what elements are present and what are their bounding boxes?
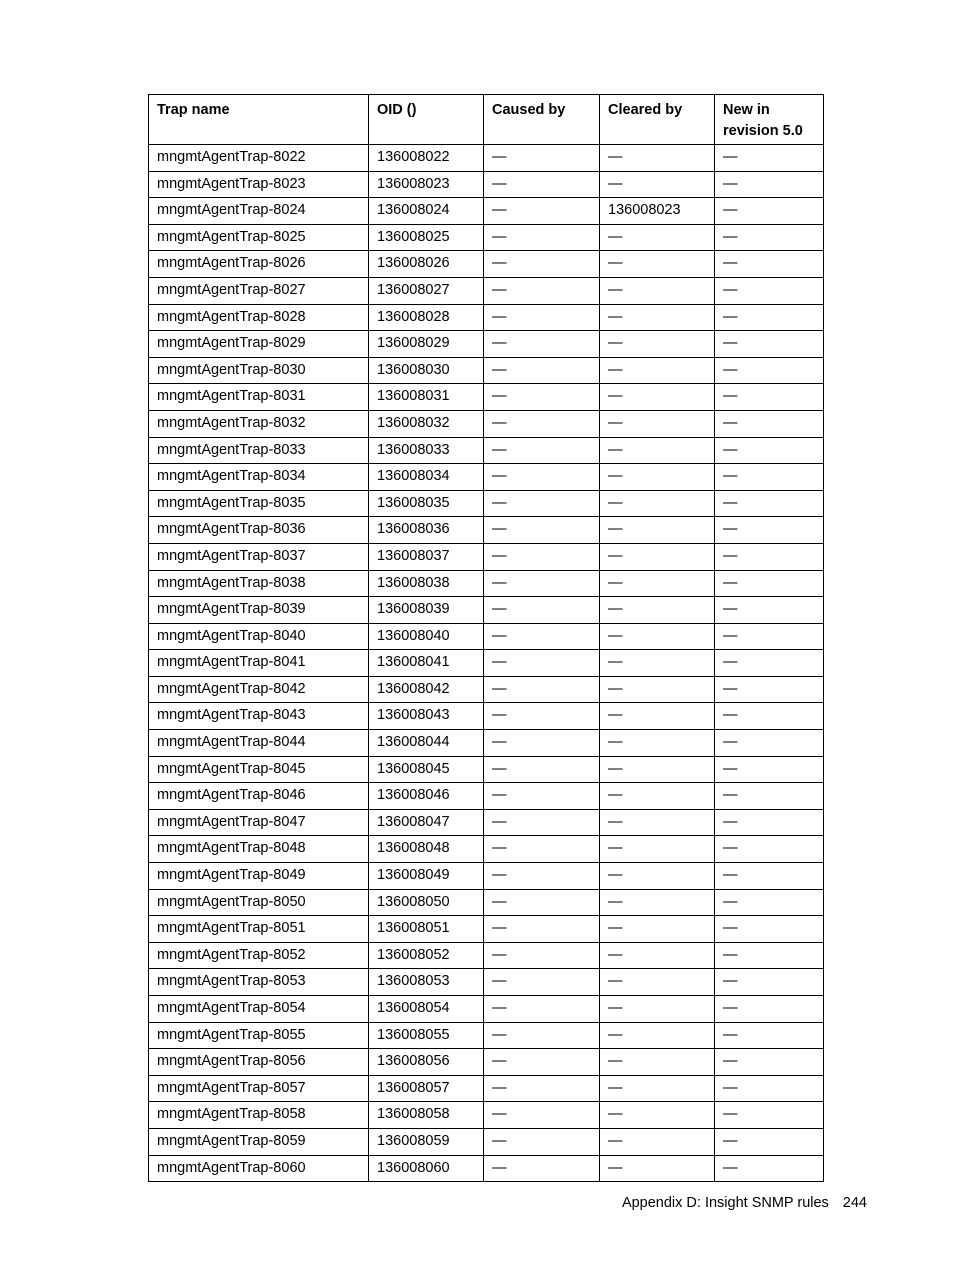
cell-caused-by: —	[484, 996, 600, 1023]
cell-oid: 136008050	[369, 889, 484, 916]
cell-trap-name: mngmtAgentTrap-8042	[149, 676, 369, 703]
cell-new-in-revision: —	[715, 863, 824, 890]
cell-trap-name: mngmtAgentTrap-8037	[149, 543, 369, 570]
cell-oid: 136008058	[369, 1102, 484, 1129]
cell-cleared-by: —	[600, 464, 715, 491]
cell-new-in-revision: —	[715, 277, 824, 304]
cell-trap-name: mngmtAgentTrap-8034	[149, 464, 369, 491]
cell-trap-name: mngmtAgentTrap-8028	[149, 304, 369, 331]
cell-cleared-by: —	[600, 543, 715, 570]
cell-new-in-revision: —	[715, 942, 824, 969]
cell-oid: 136008049	[369, 863, 484, 890]
page-footer	[622, 1195, 867, 1211]
cell-oid: 136008036	[369, 517, 484, 544]
cell-oid: 136008044	[369, 730, 484, 757]
cell-cleared-by: —	[600, 277, 715, 304]
cell-new-in-revision: —	[715, 543, 824, 570]
cell-oid: 136008038	[369, 570, 484, 597]
cell-cleared-by: —	[600, 1075, 715, 1102]
cell-caused-by: —	[484, 277, 600, 304]
cell-cleared-by: —	[600, 1049, 715, 1076]
cell-new-in-revision: —	[715, 331, 824, 358]
table-row	[149, 331, 824, 358]
cell-trap-name: mngmtAgentTrap-8029	[149, 331, 369, 358]
table-row	[149, 384, 824, 411]
cell-cleared-by: —	[600, 676, 715, 703]
cell-new-in-revision: —	[715, 1022, 824, 1049]
cell-trap-name: mngmtAgentTrap-8035	[149, 490, 369, 517]
cell-caused-by: —	[484, 357, 600, 384]
cell-new-in-revision: —	[715, 996, 824, 1023]
table-row	[149, 996, 824, 1023]
table-row	[149, 437, 824, 464]
cell-cleared-by: —	[600, 730, 715, 757]
cell-cleared-by: —	[600, 357, 715, 384]
cell-new-in-revision: —	[715, 1075, 824, 1102]
cell-trap-name: mngmtAgentTrap-8032	[149, 410, 369, 437]
cell-cleared-by: —	[600, 1155, 715, 1182]
cell-caused-by: —	[484, 889, 600, 916]
cell-caused-by: —	[484, 517, 600, 544]
table-row	[149, 836, 824, 863]
cell-cleared-by: —	[600, 969, 715, 996]
cell-cleared-by: —	[600, 836, 715, 863]
cell-caused-by: —	[484, 703, 600, 730]
cell-trap-name: mngmtAgentTrap-8039	[149, 597, 369, 624]
cell-new-in-revision: —	[715, 1155, 824, 1182]
cell-caused-by: —	[484, 1022, 600, 1049]
cell-new-in-revision: —	[715, 809, 824, 836]
cell-oid: 136008060	[369, 1155, 484, 1182]
cell-trap-name: mngmtAgentTrap-8053	[149, 969, 369, 996]
cell-trap-name: mngmtAgentTrap-8051	[149, 916, 369, 943]
cell-cleared-by: —	[600, 517, 715, 544]
cell-cleared-by: —	[600, 570, 715, 597]
cell-trap-name: mngmtAgentTrap-8058	[149, 1102, 369, 1129]
table-row	[149, 277, 824, 304]
cell-new-in-revision: —	[715, 251, 824, 278]
table-row	[149, 1102, 824, 1129]
cell-caused-by: —	[484, 623, 600, 650]
cell-caused-by: —	[484, 437, 600, 464]
cell-trap-name: mngmtAgentTrap-8050	[149, 889, 369, 916]
cell-oid: 136008043	[369, 703, 484, 730]
cell-cleared-by: —	[600, 331, 715, 358]
cell-new-in-revision: —	[715, 1128, 824, 1155]
cell-new-in-revision: —	[715, 703, 824, 730]
cell-caused-by: —	[484, 969, 600, 996]
table-row	[149, 570, 824, 597]
cell-oid: 136008025	[369, 224, 484, 251]
cell-new-in-revision: —	[715, 889, 824, 916]
table-row	[149, 357, 824, 384]
cell-caused-by: —	[484, 916, 600, 943]
cell-caused-by: —	[484, 676, 600, 703]
cell-trap-name: mngmtAgentTrap-8059	[149, 1128, 369, 1155]
cell-caused-by: —	[484, 224, 600, 251]
page-number: 244	[842, 1195, 867, 1211]
cell-cleared-by: —	[600, 384, 715, 411]
table-row	[149, 490, 824, 517]
cell-caused-by: —	[484, 570, 600, 597]
cell-oid: 136008045	[369, 756, 484, 783]
cell-oid: 136008052	[369, 942, 484, 969]
table-row	[149, 1128, 824, 1155]
table-row	[149, 783, 824, 810]
cell-new-in-revision: —	[715, 916, 824, 943]
cell-new-in-revision: —	[715, 623, 824, 650]
cell-trap-name: mngmtAgentTrap-8047	[149, 809, 369, 836]
cell-oid: 136008057	[369, 1075, 484, 1102]
table-row	[149, 942, 824, 969]
cell-trap-name: mngmtAgentTrap-8044	[149, 730, 369, 757]
cell-cleared-by: —	[600, 650, 715, 677]
cell-cleared-by: —	[600, 490, 715, 517]
cell-trap-name: mngmtAgentTrap-8046	[149, 783, 369, 810]
cell-caused-by: —	[484, 1049, 600, 1076]
cell-new-in-revision: —	[715, 304, 824, 331]
cell-caused-by: —	[484, 145, 600, 172]
cell-caused-by: —	[484, 942, 600, 969]
table-row	[149, 145, 824, 172]
cell-cleared-by: —	[600, 623, 715, 650]
cell-oid: 136008054	[369, 996, 484, 1023]
table-row	[149, 171, 824, 198]
table-row	[149, 517, 824, 544]
table-row	[149, 969, 824, 996]
cell-trap-name: mngmtAgentTrap-8041	[149, 650, 369, 677]
table-row	[149, 756, 824, 783]
table-header-row	[149, 95, 824, 145]
cell-caused-by: —	[484, 384, 600, 411]
header-trap-name: Trap name	[149, 95, 369, 145]
trap-table-body	[149, 145, 824, 1182]
cell-oid: 136008051	[369, 916, 484, 943]
table-row	[149, 224, 824, 251]
cell-caused-by: —	[484, 490, 600, 517]
cell-oid: 136008039	[369, 597, 484, 624]
table-row	[149, 1022, 824, 1049]
cell-cleared-by: —	[600, 889, 715, 916]
cell-cleared-by: —	[600, 410, 715, 437]
cell-caused-by: —	[484, 1128, 600, 1155]
cell-cleared-by: —	[600, 996, 715, 1023]
table-row	[149, 410, 824, 437]
header-caused-by: Caused by	[484, 95, 600, 145]
cell-caused-by: —	[484, 543, 600, 570]
cell-oid: 136008031	[369, 384, 484, 411]
cell-new-in-revision: —	[715, 597, 824, 624]
cell-caused-by: —	[484, 171, 600, 198]
cell-caused-by: —	[484, 730, 600, 757]
table-row	[149, 916, 824, 943]
cell-cleared-by: —	[600, 304, 715, 331]
table-row	[149, 703, 824, 730]
cell-new-in-revision: —	[715, 1049, 824, 1076]
cell-trap-name: mngmtAgentTrap-8033	[149, 437, 369, 464]
cell-trap-name: mngmtAgentTrap-8031	[149, 384, 369, 411]
cell-cleared-by: 136008023	[600, 198, 715, 225]
cell-new-in-revision: —	[715, 410, 824, 437]
cell-cleared-by: —	[600, 437, 715, 464]
cell-new-in-revision: —	[715, 570, 824, 597]
cell-oid: 136008053	[369, 969, 484, 996]
table-row	[149, 198, 824, 225]
cell-new-in-revision: —	[715, 464, 824, 491]
cell-new-in-revision: —	[715, 384, 824, 411]
cell-cleared-by: —	[600, 145, 715, 172]
table-row	[149, 304, 824, 331]
cell-cleared-by: —	[600, 1022, 715, 1049]
cell-oid: 136008033	[369, 437, 484, 464]
cell-cleared-by: —	[600, 1128, 715, 1155]
table-row	[149, 597, 824, 624]
cell-trap-name: mngmtAgentTrap-8055	[149, 1022, 369, 1049]
footer-section-title: Appendix D: Insight SNMP rules	[621, 1195, 829, 1211]
table-row	[149, 650, 824, 677]
cell-cleared-by: —	[600, 942, 715, 969]
cell-caused-by: —	[484, 304, 600, 331]
cell-trap-name: mngmtAgentTrap-8030	[149, 357, 369, 384]
cell-oid: 136008027	[369, 277, 484, 304]
table-row	[149, 1049, 824, 1076]
cell-caused-by: —	[484, 198, 600, 225]
cell-oid: 136008040	[369, 623, 484, 650]
cell-cleared-by: —	[600, 756, 715, 783]
table-row	[149, 1155, 824, 1182]
cell-oid: 136008042	[369, 676, 484, 703]
trap-table	[148, 94, 824, 1182]
header-new-in-revision: New in revision 5.0	[715, 95, 824, 145]
cell-caused-by: —	[484, 597, 600, 624]
cell-cleared-by: —	[600, 703, 715, 730]
cell-trap-name: mngmtAgentTrap-8054	[149, 996, 369, 1023]
cell-trap-name: mngmtAgentTrap-8025	[149, 224, 369, 251]
cell-caused-by: —	[484, 836, 600, 863]
cell-cleared-by: —	[600, 597, 715, 624]
table-row	[149, 730, 824, 757]
cell-new-in-revision: —	[715, 730, 824, 757]
cell-cleared-by: —	[600, 809, 715, 836]
cell-oid: 136008037	[369, 543, 484, 570]
cell-trap-name: mngmtAgentTrap-8040	[149, 623, 369, 650]
cell-new-in-revision: —	[715, 224, 824, 251]
cell-new-in-revision: —	[715, 171, 824, 198]
table-row	[149, 809, 824, 836]
cell-trap-name: mngmtAgentTrap-8045	[149, 756, 369, 783]
cell-cleared-by: —	[600, 916, 715, 943]
table-row	[149, 464, 824, 491]
cell-caused-by: —	[484, 331, 600, 358]
header-cleared-by: Cleared by	[600, 95, 715, 145]
cell-oid: 136008032	[369, 410, 484, 437]
cell-cleared-by: —	[600, 863, 715, 890]
cell-new-in-revision: —	[715, 969, 824, 996]
cell-caused-by: —	[484, 1102, 600, 1129]
cell-caused-by: —	[484, 410, 600, 437]
cell-trap-name: mngmtAgentTrap-8057	[149, 1075, 369, 1102]
cell-caused-by: —	[484, 756, 600, 783]
cell-trap-name: mngmtAgentTrap-8060	[149, 1155, 369, 1182]
cell-new-in-revision: —	[715, 676, 824, 703]
cell-oid: 136008024	[369, 198, 484, 225]
table-row	[149, 251, 824, 278]
table-row	[149, 676, 824, 703]
cell-oid: 136008046	[369, 783, 484, 810]
cell-oid: 136008022	[369, 145, 484, 172]
cell-oid: 136008026	[369, 251, 484, 278]
cell-trap-name: mngmtAgentTrap-8056	[149, 1049, 369, 1076]
cell-new-in-revision: —	[715, 1102, 824, 1129]
cell-caused-by: —	[484, 464, 600, 491]
cell-trap-name: mngmtAgentTrap-8043	[149, 703, 369, 730]
cell-new-in-revision: —	[715, 650, 824, 677]
cell-caused-by: —	[484, 251, 600, 278]
cell-oid: 136008028	[369, 304, 484, 331]
cell-trap-name: mngmtAgentTrap-8049	[149, 863, 369, 890]
cell-new-in-revision: —	[715, 357, 824, 384]
cell-new-in-revision: —	[715, 783, 824, 810]
cell-oid: 136008034	[369, 464, 484, 491]
cell-new-in-revision: —	[715, 517, 824, 544]
cell-cleared-by: —	[600, 251, 715, 278]
cell-trap-name: mngmtAgentTrap-8026	[149, 251, 369, 278]
cell-new-in-revision: —	[715, 437, 824, 464]
header-oid: OID ()	[369, 95, 484, 145]
cell-trap-name: mngmtAgentTrap-8024	[149, 198, 369, 225]
cell-oid: 136008023	[369, 171, 484, 198]
cell-oid: 136008056	[369, 1049, 484, 1076]
cell-trap-name: mngmtAgentTrap-8038	[149, 570, 369, 597]
cell-caused-by: —	[484, 1155, 600, 1182]
cell-oid: 136008041	[369, 650, 484, 677]
cell-caused-by: —	[484, 863, 600, 890]
cell-caused-by: —	[484, 783, 600, 810]
cell-new-in-revision: —	[715, 145, 824, 172]
cell-trap-name: mngmtAgentTrap-8048	[149, 836, 369, 863]
cell-trap-name: mngmtAgentTrap-8052	[149, 942, 369, 969]
table-row	[149, 543, 824, 570]
cell-oid: 136008029	[369, 331, 484, 358]
cell-trap-name: mngmtAgentTrap-8036	[149, 517, 369, 544]
cell-oid: 136008030	[369, 357, 484, 384]
cell-caused-by: —	[484, 650, 600, 677]
table-row	[149, 1075, 824, 1102]
cell-oid: 136008059	[369, 1128, 484, 1155]
cell-oid: 136008047	[369, 809, 484, 836]
cell-trap-name: mngmtAgentTrap-8023	[149, 171, 369, 198]
cell-cleared-by: —	[600, 171, 715, 198]
cell-cleared-by: —	[600, 1102, 715, 1129]
table-row	[149, 863, 824, 890]
cell-caused-by: —	[484, 1075, 600, 1102]
table-row	[149, 889, 824, 916]
table-row	[149, 623, 824, 650]
cell-cleared-by: —	[600, 224, 715, 251]
cell-new-in-revision: —	[715, 490, 824, 517]
cell-new-in-revision: —	[715, 198, 824, 225]
cell-caused-by: —	[484, 809, 600, 836]
cell-oid: 136008035	[369, 490, 484, 517]
cell-oid: 136008048	[369, 836, 484, 863]
cell-trap-name: mngmtAgentTrap-8027	[149, 277, 369, 304]
cell-new-in-revision: —	[715, 836, 824, 863]
cell-trap-name: mngmtAgentTrap-8022	[149, 145, 369, 172]
cell-cleared-by: —	[600, 783, 715, 810]
cell-oid: 136008055	[369, 1022, 484, 1049]
cell-new-in-revision: —	[715, 756, 824, 783]
